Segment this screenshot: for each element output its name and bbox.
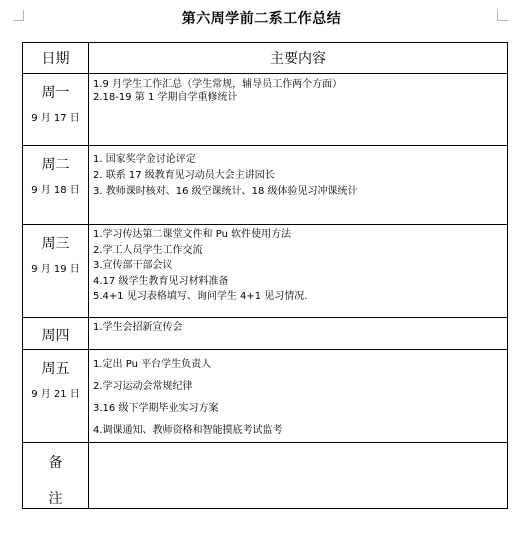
task-list <box>89 146 507 200</box>
day-name: 周四 <box>41 328 70 344</box>
document-title: 第六周学前二系工作总结 <box>181 11 342 27</box>
task-item: 3.16 级下学期毕业实习方案 <box>93 403 219 414</box>
notes-label-char: 注 <box>48 491 63 507</box>
table-header-row <box>23 43 508 74</box>
task-item: 2.学习运动会常规纪律 <box>93 381 193 392</box>
notes-content-cell <box>89 443 508 509</box>
task-item: 4.17 级学生教育见习材料准备 <box>93 275 229 287</box>
task-list <box>89 74 507 104</box>
table-row-friday <box>23 350 508 443</box>
table-row-notes <box>23 443 508 509</box>
day-date: 9 月 17 日 <box>31 113 80 124</box>
content-cell <box>89 318 508 350</box>
day-date: 9 月 18 日 <box>31 185 80 196</box>
task-item: 4.调课通知、教师资格和智能摸底考试监考 <box>93 425 283 436</box>
day-date: 9 月 19 日 <box>31 264 80 275</box>
day-date: 9 月 21 日 <box>31 389 80 400</box>
task-item: 3. 教师课时核对、16 级空课统计、18 级体验见习冲课统计 <box>93 186 358 197</box>
day-name: 周五 <box>41 361 70 377</box>
content-cell <box>89 146 508 225</box>
day-name: 周三 <box>41 236 70 252</box>
header-date: 日期 <box>23 43 89 74</box>
task-item: 2.学工人员学生工作交流 <box>93 244 203 256</box>
task-item: 2.18-19 第 1 学期自学重修统计 <box>93 92 238 103</box>
task-list <box>89 318 507 334</box>
content-cell <box>89 225 508 318</box>
content-cell <box>89 350 508 443</box>
task-item: 1.9 月学生工作汇总（学生常规，辅导员工作两个方面） <box>93 79 343 90</box>
task-item: 1. 国家奖学金讨论评定 <box>93 154 196 165</box>
task-item: 5.4+1 见习表格填写、询问学生 4+1 见习情况. <box>93 291 308 302</box>
header-content: 主要内容 <box>89 43 508 74</box>
task-item: 2. 联系 17 级教育见习动员大会主讲园长 <box>93 170 275 181</box>
day-cell <box>23 318 89 350</box>
task-item: 1.学生会招新宣传会 <box>93 322 183 333</box>
table-row-tuesday <box>23 146 508 225</box>
day-cell <box>23 350 89 443</box>
task-list <box>89 225 507 305</box>
work-summary-table <box>22 42 508 509</box>
table-row-wednesday <box>23 225 508 318</box>
notes-label-cell <box>23 443 89 509</box>
content-cell <box>89 74 508 146</box>
day-cell <box>23 225 89 318</box>
notes-label-char: 备 <box>48 455 63 471</box>
day-cell <box>23 146 89 225</box>
task-item: 3.宣传部干部会议 <box>93 260 173 271</box>
table-row-thursday <box>23 318 508 350</box>
task-item: 1.学习传达第二课堂文件和 Pu 软件使用方法 <box>93 229 292 240</box>
task-list <box>89 350 507 442</box>
day-cell <box>23 74 89 146</box>
day-name: 周二 <box>41 157 70 173</box>
day-name: 周一 <box>41 85 70 101</box>
task-item: 1.定出 Pu 平台学生负责人 <box>93 359 212 370</box>
table-row-monday <box>23 74 508 146</box>
